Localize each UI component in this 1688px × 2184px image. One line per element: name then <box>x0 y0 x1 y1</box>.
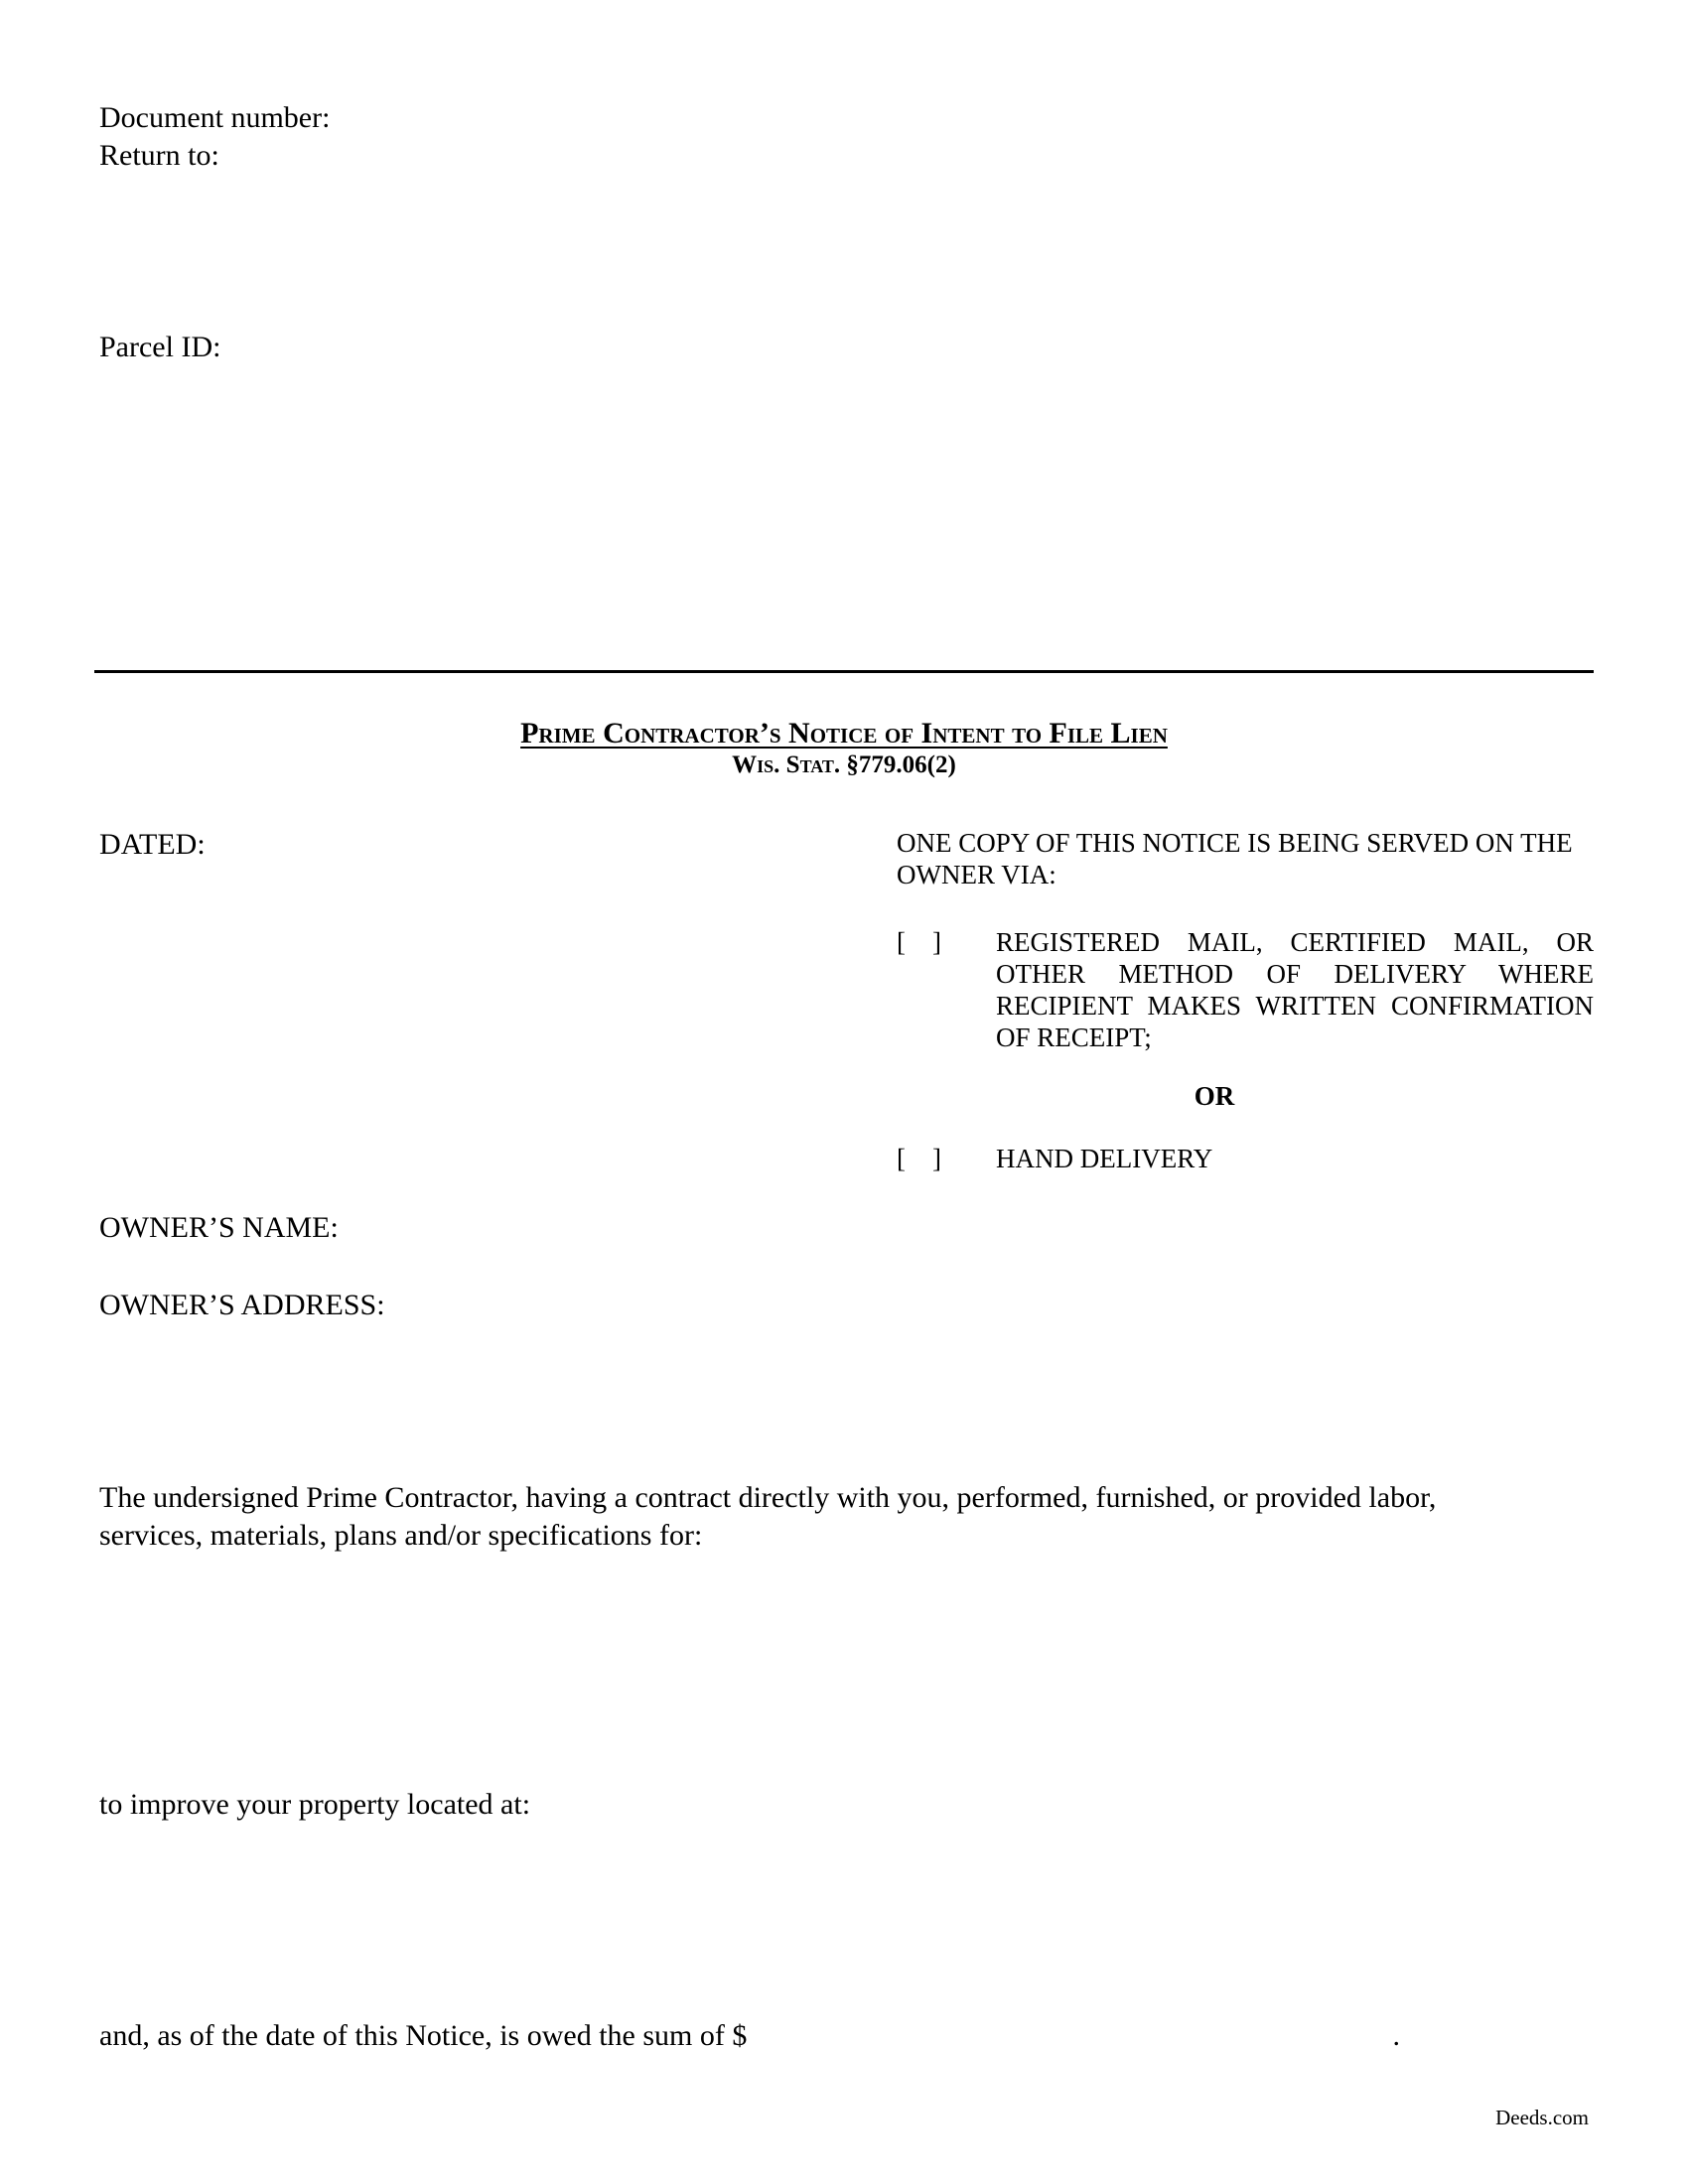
mail-option-text: REGISTERED MAIL, CERTIFIED MAIL, OR OTHER METHOD OF DELIVERY WHERE RECIPIENT MAKES WRITTEN CONFIRMATION OF RECEIPT; <box>996 927 1594 1052</box>
service-method-block <box>897 827 1594 1173</box>
return-to-label: Return to: <box>99 139 219 172</box>
statute-reference: Wis. Stat. §779.06(2) <box>732 751 956 778</box>
section-divider <box>94 670 1594 673</box>
amount-owed-line <box>99 2017 1400 2055</box>
footer-brand: Deeds.com <box>1495 2106 1589 2129</box>
document-number-label: Document number: <box>99 101 331 134</box>
contract-paragraph: The undersigned Prime Contractor, having a contract directly with you, performed, furnished, or provided labor, services, materials, plans and/or specifications for: <box>99 1481 1437 1552</box>
header-block <box>99 99 794 175</box>
or-separator: OR <box>1194 1081 1235 1111</box>
service-intro: ONE COPY OF THIS NOTICE IS BEING SERVED ON THE OWNER VIA: <box>897 828 1573 889</box>
property-location-label: to improve your property located at: <box>99 1788 531 1821</box>
parcel-id-label: Parcel ID: <box>99 331 221 363</box>
title-block <box>99 717 1589 780</box>
hand-delivery-checkbox[interactable]: [ ] <box>897 1144 941 1173</box>
mail-checkbox[interactable]: [ ] <box>897 927 941 957</box>
owner-name-label: OWNER’S NAME: <box>99 1211 339 1244</box>
dated-label: DATED: <box>99 828 206 861</box>
hand-delivery-option-text: HAND DELIVERY <box>996 1144 1213 1173</box>
document-title: Prime Contractor’s Notice of Intent to File Lien <box>520 717 1168 750</box>
amount-owed-text: and, as of the date of this Notice, is owed the sum of $ <box>99 2019 748 2052</box>
amount-owed-period: . <box>1392 2019 1400 2052</box>
owner-address-label: OWNER’S ADDRESS: <box>99 1289 385 1321</box>
